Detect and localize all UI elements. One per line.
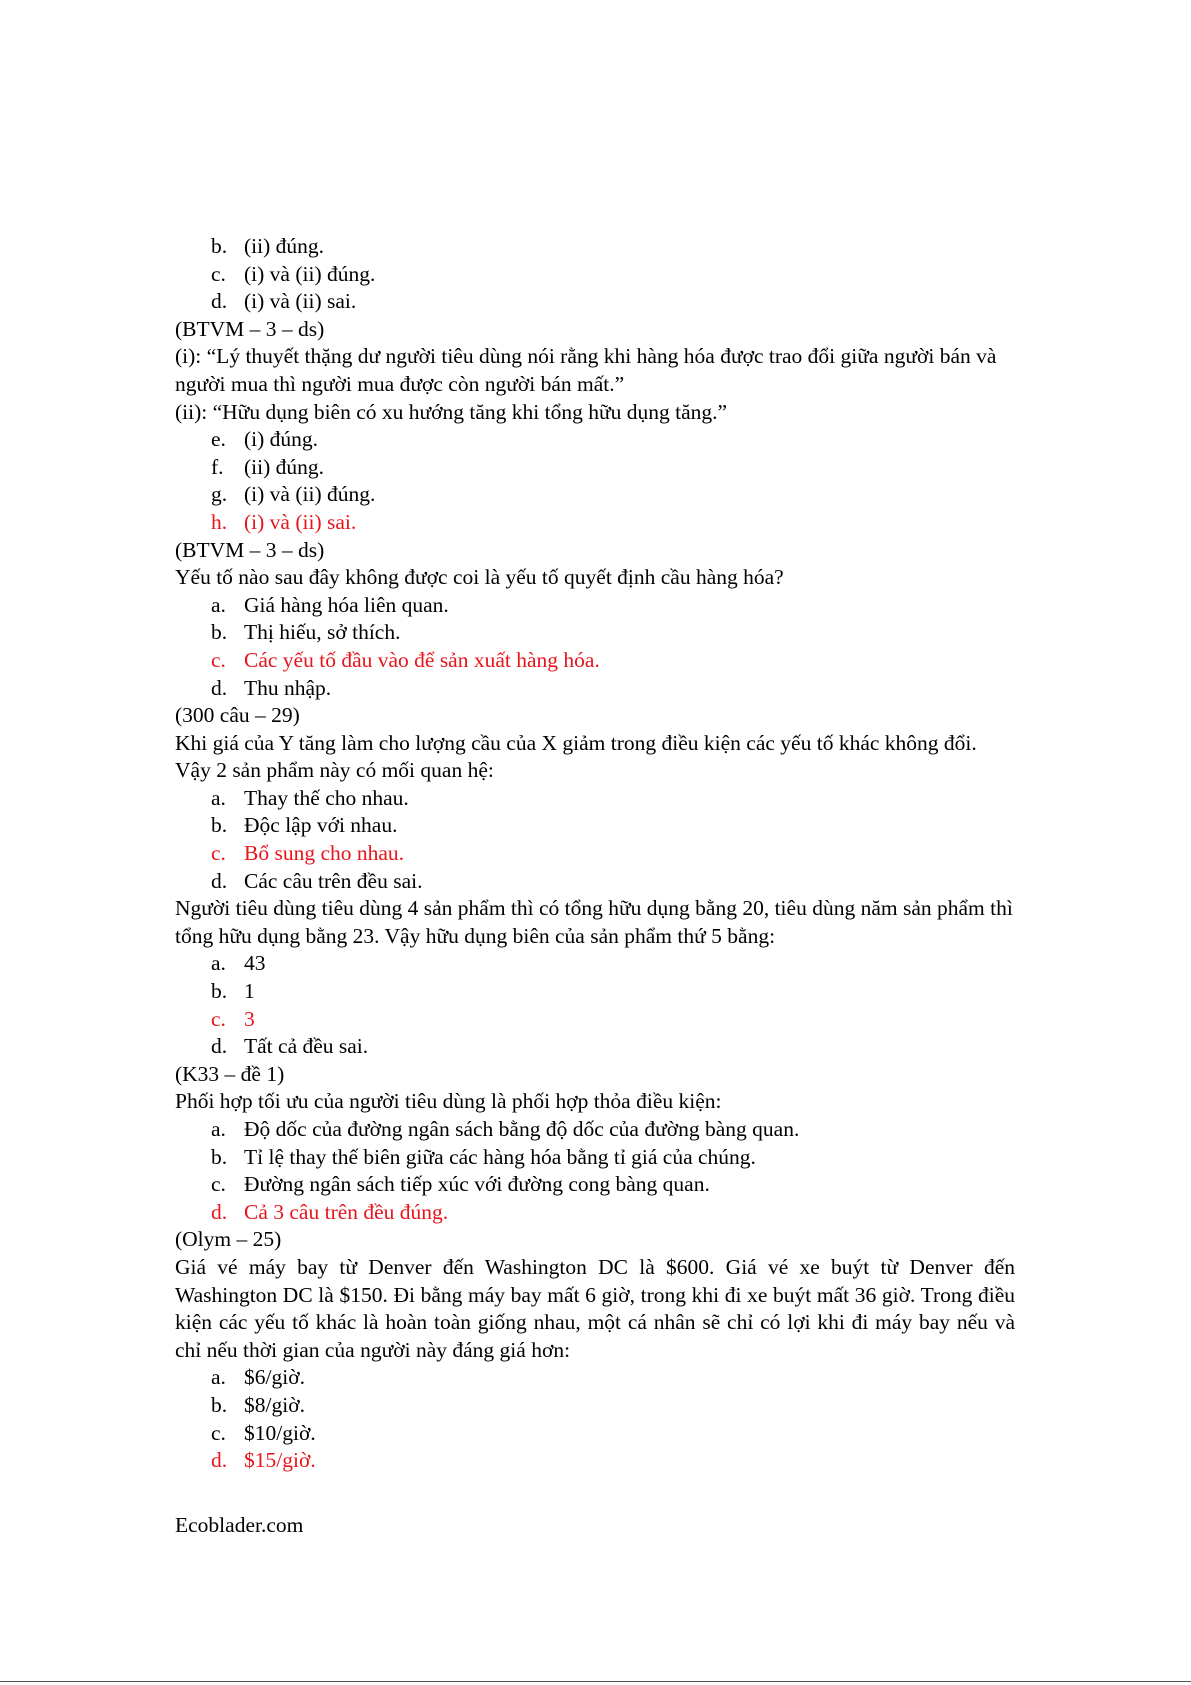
page-content <box>175 233 1015 1475</box>
correct-answer-option: c. Bổ sung cho nhau. <box>211 841 405 866</box>
answer-option: b. Tỉ lệ thay thế biên giữa các hàng hóa bằng tỉ giá của chúng. <box>211 1144 756 1169</box>
bottom-divider <box>0 1681 1191 1682</box>
answer-option: c. $10/giờ. <box>211 1420 316 1445</box>
question-text: Yếu tố nào sau đây không được coi là yếu tố quyết định cầu hàng hóa? <box>175 565 784 590</box>
question-block <box>175 1226 1015 1474</box>
footer-text: Ecoblader.com <box>175 1513 304 1537</box>
leading-options <box>175 233 1015 316</box>
answer-option: a. Độ dốc của đường ngân sách bằng độ dốc của đường bàng quan. <box>211 1117 800 1141</box>
answer-option: d. Các câu trên đều sai. <box>211 868 423 893</box>
answer-option: a. Giá hàng hóa liên quan. <box>211 592 449 617</box>
answer-option: b. 1 <box>211 979 255 1004</box>
correct-answer-option: d. Cả 3 câu trên đều đúng. <box>211 1199 449 1224</box>
question-text: Người tiêu dùng tiêu dùng 4 sản phẩm thì có tổng hữu dụng bằng 20, tiêu dùng năm sản phẩm thì tổng hữu dụng bằng 23. Vậy hữu dụng biên của sản phẩm thứ 5 bằng: <box>175 896 1013 948</box>
answer-option: b. Độc lập với nhau. <box>211 813 398 838</box>
answer-option: e. (i) đúng. <box>211 427 319 452</box>
question-block <box>175 702 1015 895</box>
answer-option: b. Thị hiếu, sở thích. <box>211 620 401 645</box>
answer-option: g. (i) và (ii) đúng. <box>211 482 376 507</box>
question-block <box>175 1061 1015 1227</box>
answer-option: f. (ii) đúng. <box>211 454 325 479</box>
statement-i: (i): “Lý thuyết thặng dư người tiêu dùng nói rằng khi hàng hóa được trao đổi giữa người bán và người mua thì người mua được còn người bán mất.” <box>175 344 997 396</box>
question-source: (BTVM – 3 – ds) <box>175 316 325 341</box>
question-source: (300 câu – 29) <box>175 703 300 728</box>
answer-option: d. (i) và (ii) sai. <box>211 289 357 314</box>
question-source: (Olym – 25) <box>175 1227 282 1252</box>
correct-answer-option: c. Các yếu tố đầu vào để sản xuất hàng hóa. <box>211 647 600 672</box>
correct-answer-option: h. (i) và (ii) sai. <box>211 509 357 534</box>
question-source: (K33 – đề 1) <box>175 1061 285 1086</box>
question-block <box>175 316 1015 537</box>
question-text: Giá vé máy bay từ Denver đến Washington DC là $600. Giá vé xe buýt từ Denver đến Washington DC là $150. Đi bằng máy bay mất 6 giờ, trong khi đi xe buýt mất 36 giờ. Trong điều kiện các yếu tố khác là hoàn toàn giống nhau, một cá nhân sẽ chỉ có lợi khi đi máy bay nếu và chỉ nếu thời gian của người này đáng giá hơn: <box>175 1254 1015 1362</box>
correct-answer-option: d. $15/giờ. <box>211 1448 316 1473</box>
answer-option: d. Thu nhập. <box>211 675 332 700</box>
answer-option: c. Đường ngân sách tiếp xúc với đường cong bàng quan. <box>211 1172 710 1197</box>
question-source: (BTVM – 3 – ds) <box>175 537 325 562</box>
correct-answer-option: c. 3 <box>211 1006 255 1031</box>
question-text: Phối hợp tối ưu của người tiêu dùng là phối hợp thỏa điều kiện: <box>175 1089 722 1114</box>
question-block <box>175 537 1015 703</box>
question-text: Khi giá của Y tăng làm cho lượng cầu của X giảm trong điều kiện các yếu tố khác không đổi. Vậy 2 sản phẩm này có mối quan hệ: <box>175 730 977 783</box>
question-block <box>175 895 1015 1061</box>
answer-option: d. Tất cả đều sai. <box>211 1034 369 1059</box>
answer-option: a. $6/giờ. <box>211 1365 305 1390</box>
answer-option: b. $8/giờ. <box>211 1392 305 1417</box>
answer-option: c. (i) và (ii) đúng. <box>211 261 376 286</box>
answer-option: a. 43 <box>211 951 266 976</box>
statement-ii: (ii): “Hữu dụng biên có xu hướng tăng khi tổng hữu dụng tăng.” <box>175 399 728 424</box>
answer-option: b. (ii) đúng. <box>211 234 325 258</box>
answer-option: a. Thay thế cho nhau. <box>211 785 409 810</box>
